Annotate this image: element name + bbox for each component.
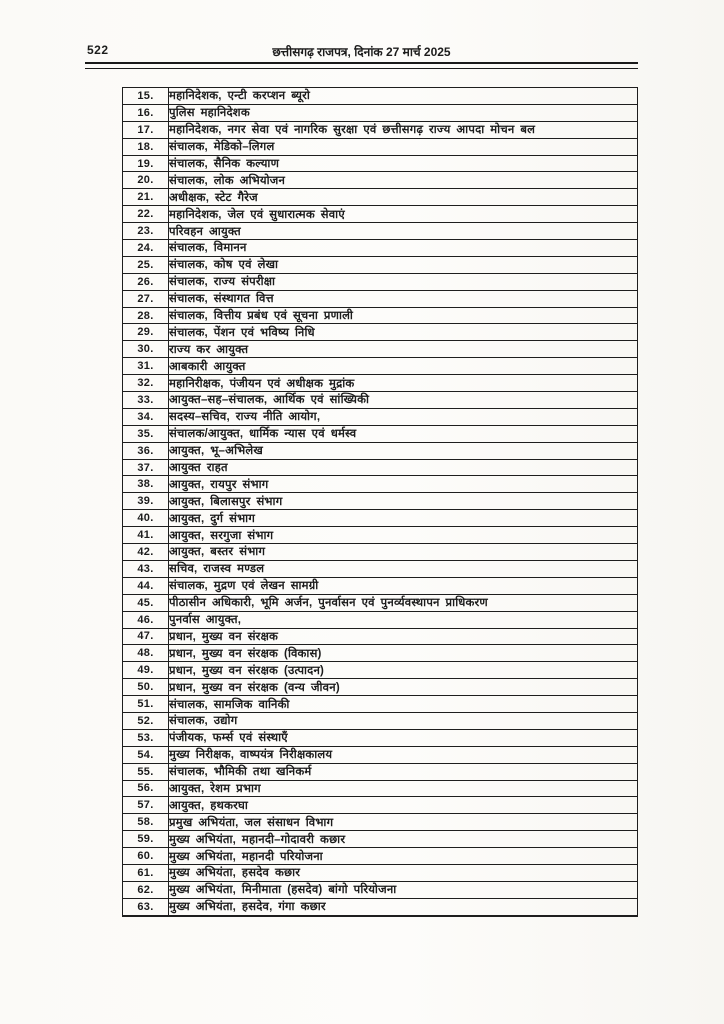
table-row: [123, 696, 638, 713]
row-designation-text: संचालक, सामजिक वानिकी: [169, 696, 638, 713]
row-designation-text: आयुक्त, हथकरघा: [169, 797, 638, 814]
table-row: [123, 358, 638, 375]
row-designation-text: मुख्य अभियंता, मिनीमाता (हसदेव) बांगो परियोजना: [169, 881, 638, 898]
row-serial-number: 28.: [123, 307, 169, 324]
row-serial-number: 17.: [123, 121, 169, 138]
row-serial-number: 58.: [123, 814, 169, 831]
row-designation-text: आयुक्त, रेशम प्रभाग: [169, 780, 638, 797]
table-row: [123, 645, 638, 662]
row-serial-number: 34.: [123, 408, 169, 425]
row-serial-number: 56.: [123, 780, 169, 797]
row-designation-text: प्रधान, मुख्य वन संरक्षक: [169, 628, 638, 645]
row-serial-number: 36.: [123, 442, 169, 459]
table-row: [123, 814, 638, 831]
row-designation-text: आयुक्त, बिलासपुर संभाग: [169, 493, 638, 510]
table-row: [123, 256, 638, 273]
row-serial-number: 18.: [123, 138, 169, 155]
row-serial-number: 53.: [123, 729, 169, 746]
row-serial-number: 57.: [123, 797, 169, 814]
row-serial-number: 38.: [123, 476, 169, 493]
row-designation-text: राज्य कर आयुक्त: [169, 341, 638, 358]
row-serial-number: 61.: [123, 864, 169, 881]
designations-table-body: [123, 88, 638, 916]
row-serial-number: 23.: [123, 223, 169, 240]
designations-table: [122, 87, 638, 917]
row-serial-number: 48.: [123, 645, 169, 662]
row-serial-number: 19.: [123, 155, 169, 172]
row-designation-text: सचिव, राजस्व मण्डल: [169, 560, 638, 577]
table-row: [123, 324, 638, 341]
row-serial-number: 44.: [123, 577, 169, 594]
table-row: [123, 527, 638, 544]
table-row: [123, 307, 638, 324]
row-serial-number: 20.: [123, 172, 169, 189]
row-designation-text: संचालक, संस्थागत वित्त: [169, 290, 638, 307]
header-divider-rule: [85, 62, 638, 69]
row-serial-number: 29.: [123, 324, 169, 341]
row-designation-text: आयुक्त, सरगुजा संभाग: [169, 527, 638, 544]
row-serial-number: 39.: [123, 493, 169, 510]
row-serial-number: 26.: [123, 273, 169, 290]
row-serial-number: 27.: [123, 290, 169, 307]
row-serial-number: 55.: [123, 763, 169, 780]
row-serial-number: 52.: [123, 712, 169, 729]
row-designation-text: संचालक, मेडिको–लिगल: [169, 138, 638, 155]
row-designation-text: मुख्य अभियंता, महानदी परियोजना: [169, 848, 638, 865]
table-row: [123, 510, 638, 527]
row-serial-number: 31.: [123, 358, 169, 375]
table-row: [123, 560, 638, 577]
row-serial-number: 46.: [123, 611, 169, 628]
table-row: [123, 493, 638, 510]
row-designation-text: अधीक्षक, स्टेट गैरेज: [169, 189, 638, 206]
row-designation-text: प्रमुख अभियंता, जल संसाधन विभाग: [169, 814, 638, 831]
row-designation-text: मुख्य अभियंता, हसदेव कछार: [169, 864, 638, 881]
row-designation-text: सदस्य–सचिव, राज्य नीति आयोग,: [169, 408, 638, 425]
table-row: [123, 611, 638, 628]
table-row: [123, 476, 638, 493]
row-designation-text: प्रधान, मुख्य वन संरक्षक (वन्य जीवन): [169, 679, 638, 696]
row-designation-text: आयुक्त, रायपुर संभाग: [169, 476, 638, 493]
row-serial-number: 62.: [123, 881, 169, 898]
row-serial-number: 41.: [123, 527, 169, 544]
row-designation-text: मुख्य अभियंता, महानदी–गोदावरी कछार: [169, 831, 638, 848]
row-designation-text: पीठासीन अधिकारी, भूमि अर्जन, पुनर्वासन एवं पुनर्व्यवस्थापन प्राधिकरण: [169, 594, 638, 611]
page-number: 522: [87, 43, 109, 57]
row-designation-text: आयुक्त राहत: [169, 459, 638, 476]
row-designation-text: संचालक, विमानन: [169, 240, 638, 257]
row-serial-number: 35.: [123, 425, 169, 442]
row-designation-text: महानिरीक्षक, पंजीयन एवं अधीक्षक मुद्रांक: [169, 375, 638, 392]
table-row: [123, 577, 638, 594]
table-row: [123, 797, 638, 814]
row-designation-text: संचालक, लोक अभियोजन: [169, 172, 638, 189]
row-designation-text: महानिदेशक, एन्टी करप्शन ब्यूरो: [169, 88, 638, 105]
row-serial-number: 49.: [123, 662, 169, 679]
row-serial-number: 43.: [123, 560, 169, 577]
table-row: [123, 392, 638, 409]
table-row: [123, 273, 638, 290]
row-serial-number: 33.: [123, 392, 169, 409]
row-designation-text: आबकारी आयुक्त: [169, 358, 638, 375]
row-serial-number: 59.: [123, 831, 169, 848]
row-designation-text: आयुक्त, भू–अभिलेख: [169, 442, 638, 459]
row-serial-number: 63.: [123, 898, 169, 915]
table-row: [123, 729, 638, 746]
row-designation-text: प्रधान, मुख्य वन संरक्षक (उत्पादन): [169, 662, 638, 679]
table-row: [123, 408, 638, 425]
table-row: [123, 763, 638, 780]
row-serial-number: 24.: [123, 240, 169, 257]
table-row: [123, 104, 638, 121]
table-row: [123, 425, 638, 442]
page-title: छत्तीसगढ़ राजपत्र, दिनांक 27 मार्च 2025: [272, 45, 451, 59]
row-serial-number: 16.: [123, 104, 169, 121]
table-row: [123, 172, 638, 189]
row-designation-text: मुख्य अभियंता, हसदेव, गंगा कछार: [169, 898, 638, 915]
table-row: [123, 898, 638, 915]
row-designation-text: संचालक, वित्तीय प्रबंध एवं सूचना प्रणाली: [169, 307, 638, 324]
row-serial-number: 30.: [123, 341, 169, 358]
row-designation-text: महानिदेशक, जेल एवं सुधारात्मक सेवाएं: [169, 206, 638, 223]
table-row: [123, 848, 638, 865]
table-row: [123, 341, 638, 358]
row-serial-number: 51.: [123, 696, 169, 713]
table-row: [123, 88, 638, 105]
row-designation-text: संचालक, सैनिक कल्याण: [169, 155, 638, 172]
row-designation-text: संचालक, राज्य संपरीक्षा: [169, 273, 638, 290]
table-row: [123, 290, 638, 307]
table-row: [123, 864, 638, 881]
table-row: [123, 138, 638, 155]
table-row: [123, 223, 638, 240]
row-serial-number: 25.: [123, 256, 169, 273]
row-designation-text: संचालक, मुद्रण एवं लेखन सामग्री: [169, 577, 638, 594]
row-serial-number: 40.: [123, 510, 169, 527]
table-row: [123, 442, 638, 459]
table-row: [123, 628, 638, 645]
row-serial-number: 54.: [123, 746, 169, 763]
table-row: [123, 206, 638, 223]
row-designation-text: आयुक्त, दुर्ग संभाग: [169, 510, 638, 527]
table-row: [123, 189, 638, 206]
table-row: [123, 375, 638, 392]
row-serial-number: 47.: [123, 628, 169, 645]
row-serial-number: 21.: [123, 189, 169, 206]
row-designation-text: पुनर्वास आयुक्त,: [169, 611, 638, 628]
row-serial-number: 37.: [123, 459, 169, 476]
page-header: [85, 43, 638, 59]
row-designation-text: पंजीयक, फर्म्स एवं संस्थाएँ: [169, 729, 638, 746]
row-serial-number: 22.: [123, 206, 169, 223]
table-row: [123, 712, 638, 729]
table-row: [123, 881, 638, 898]
row-designation-text: संचालक, पेंशन एवं भविष्य निधि: [169, 324, 638, 341]
table-row: [123, 780, 638, 797]
table-row: [123, 831, 638, 848]
row-serial-number: 45.: [123, 594, 169, 611]
table-row: [123, 459, 638, 476]
table-row: [123, 121, 638, 138]
row-serial-number: 15.: [123, 88, 169, 105]
row-serial-number: 42.: [123, 544, 169, 561]
table-row: [123, 679, 638, 696]
row-designation-text: प्रधान, मुख्य वन संरक्षक (विकास): [169, 645, 638, 662]
row-serial-number: 50.: [123, 679, 169, 696]
row-designation-text: संचालक/आयुक्त, धार्मिक न्यास एवं धर्मस्व: [169, 425, 638, 442]
row-designation-text: संचालक, कोष एवं लेखा: [169, 256, 638, 273]
row-designation-text: संचालक, भौमिकी तथा खनिकर्म: [169, 763, 638, 780]
row-serial-number: 32.: [123, 375, 169, 392]
table-row: [123, 594, 638, 611]
table-row: [123, 662, 638, 679]
row-designation-text: पुलिस महानिदेशक: [169, 104, 638, 121]
row-serial-number: 60.: [123, 848, 169, 865]
table-row: [123, 155, 638, 172]
row-designation-text: आयुक्त, बस्तर संभाग: [169, 544, 638, 561]
row-designation-text: महानिदेशक, नगर सेवा एवं नागरिक सुरक्षा एवं छत्तीसगढ़ राज्य आपदा मोचन बल: [169, 121, 638, 138]
row-designation-text: परिवहन आयुक्त: [169, 223, 638, 240]
row-designation-text: आयुक्त–सह–संचालक, आर्थिक एवं सांख्यिकी: [169, 392, 638, 409]
row-designation-text: मुख्य निरीक्षक, वाष्पयंत्र निरीक्षकालय: [169, 746, 638, 763]
table-row: [123, 240, 638, 257]
row-designation-text: संचालक, उद्योग: [169, 712, 638, 729]
table-row: [123, 746, 638, 763]
table-row: [123, 544, 638, 561]
